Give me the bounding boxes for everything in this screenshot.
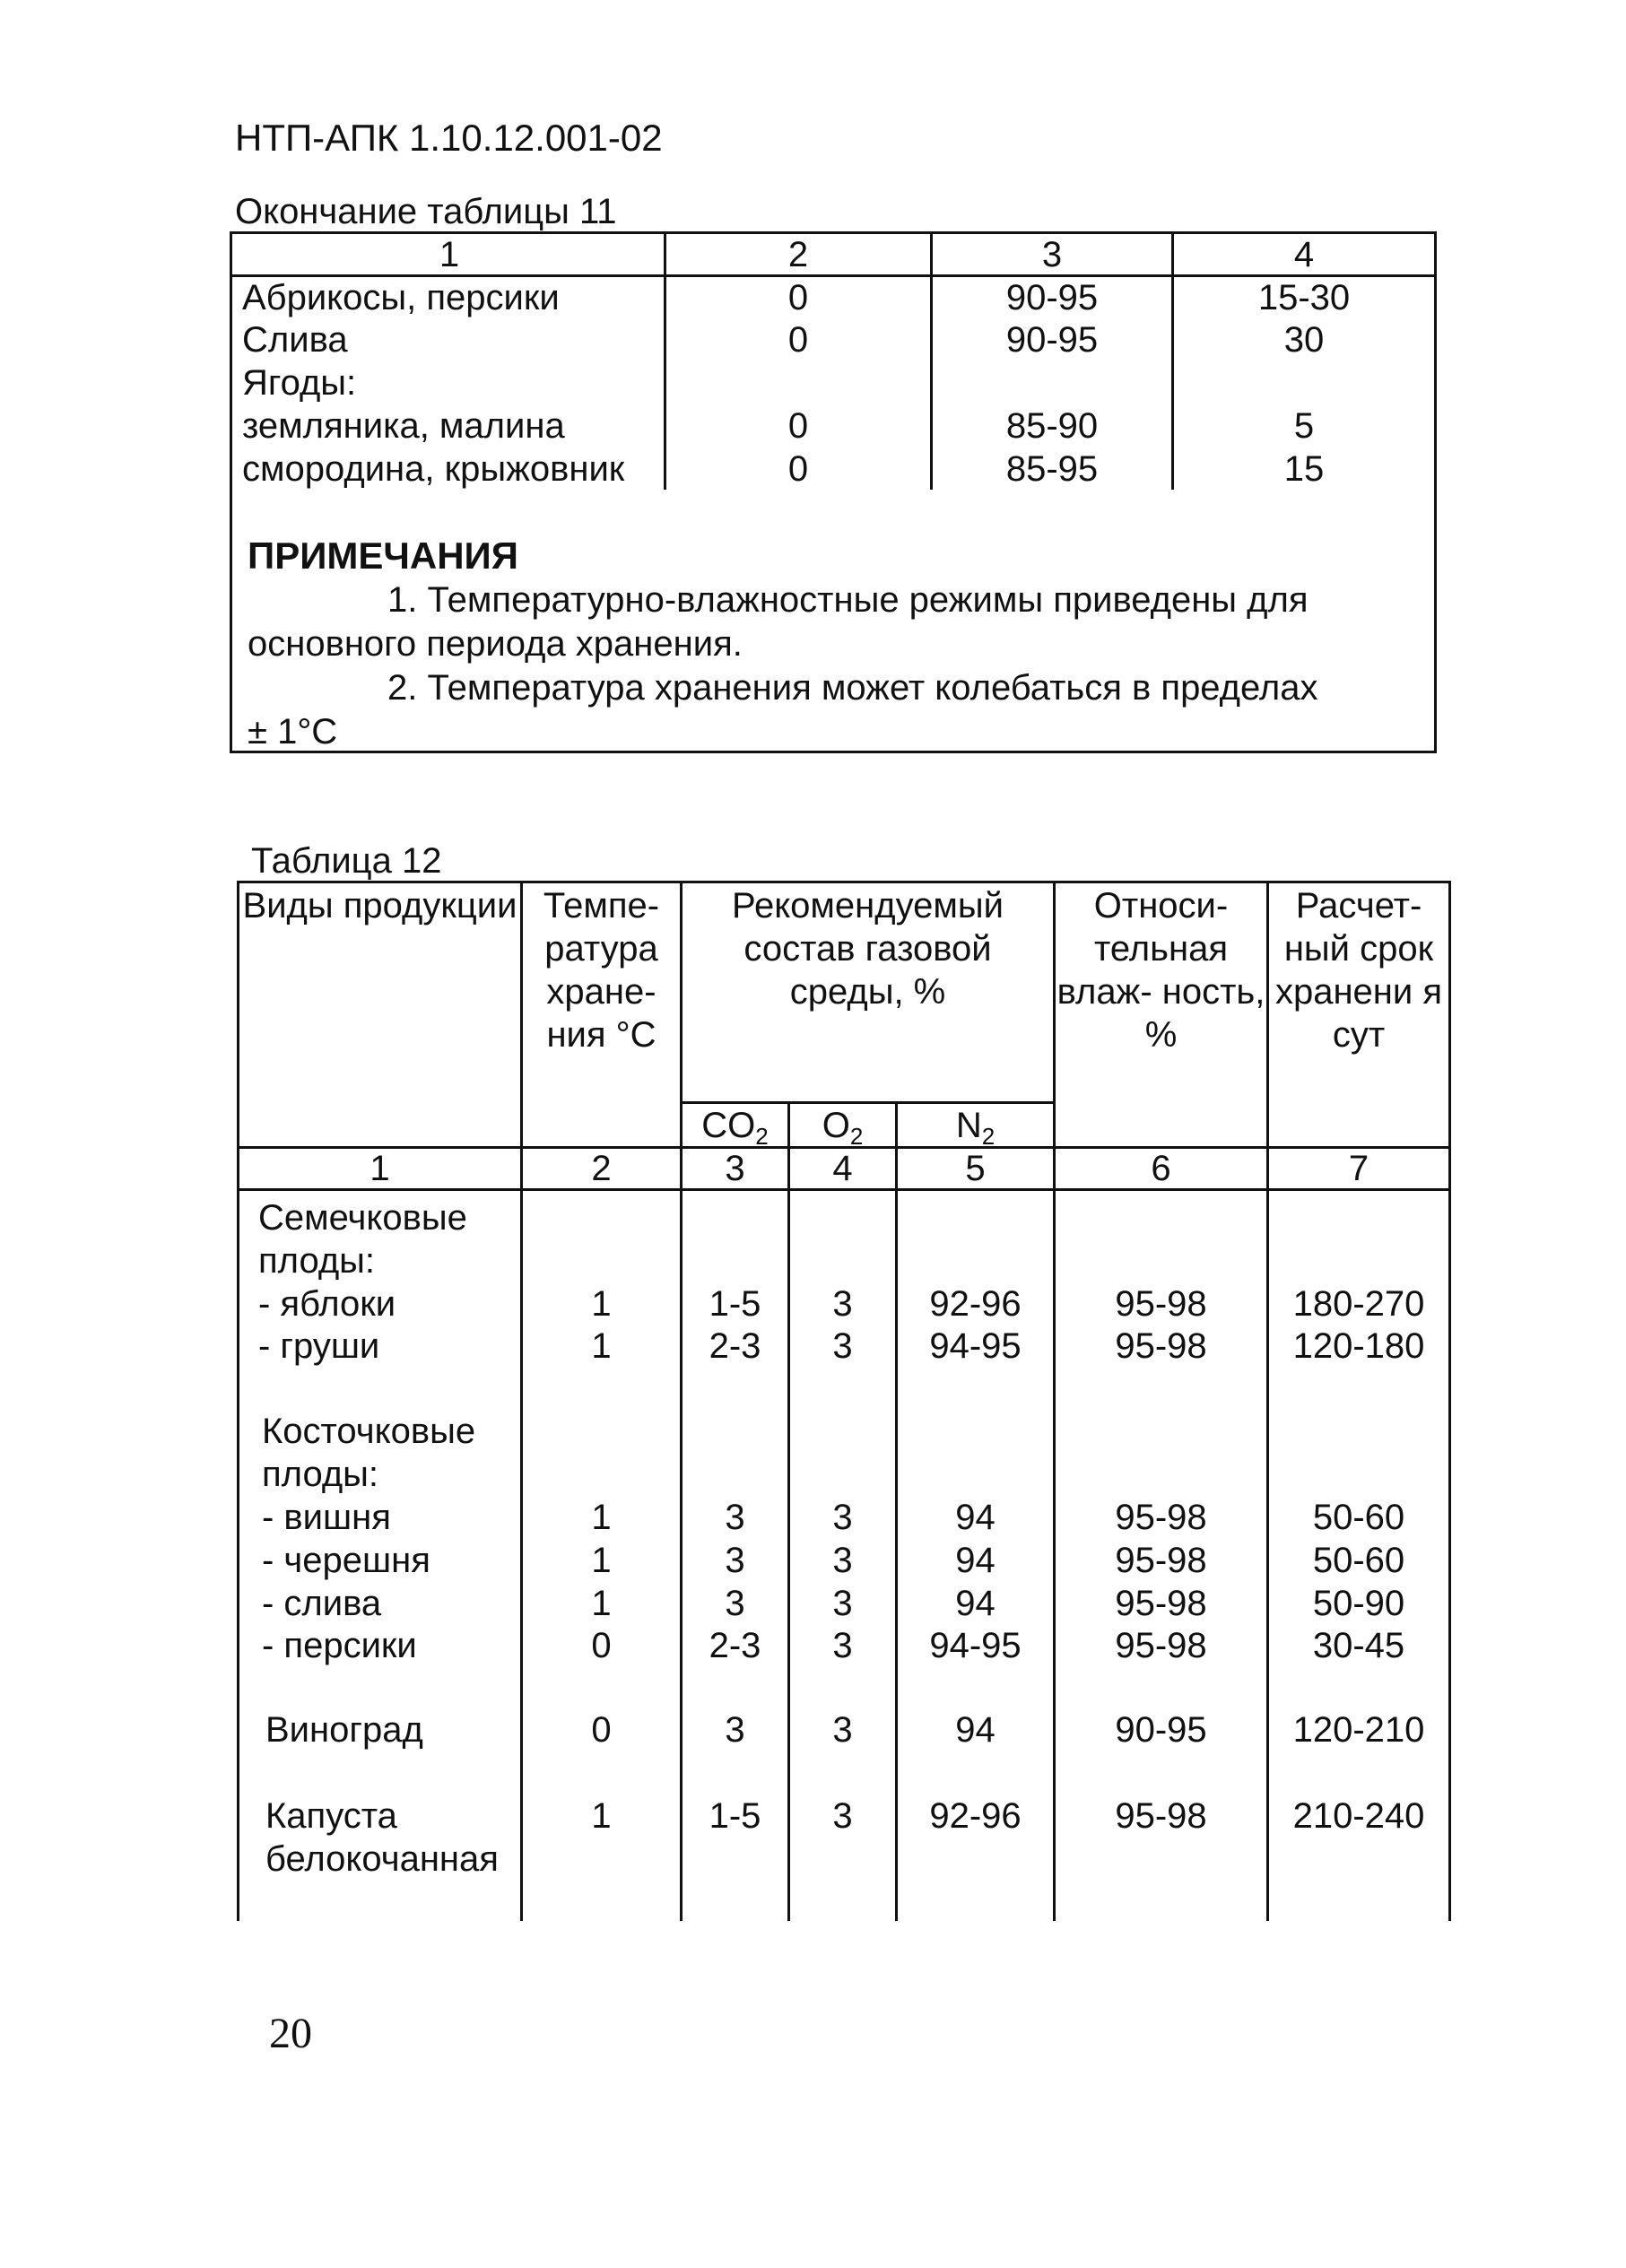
group-title: плоды: (262, 1455, 379, 1494)
notes-title: ПРИМЕЧАНИЯ (248, 534, 518, 577)
note-2-line-2: ± 1°С (248, 712, 338, 752)
header-n2: $N_2$ (955, 1106, 996, 1150)
table11-col-2: 2 (787, 235, 809, 274)
header-o2: $O_2$ (822, 1106, 864, 1150)
group-title: плоды: (258, 1241, 376, 1281)
header-product-types: Виды продукции (242, 886, 517, 925)
document-page: НТП-АПК 1.10.12.001-02 Окончание таблицы 11 1 2 3 4 Абрикосы, персики 0 90-95 15-30 Слива 0 90-95 30 Ягоды: земляника, малина 0 85-90 5 смородина, крыжовник 0 85-95 15 ПРИМЕЧАНИЯ 1. Температурно-влажностные режимы приведены для основного периода хранения. 2. Температура хранения может колебаться в пределах ± 1°С Таблица 12 Виды продукции Темпе- ратура хране- ния °С Рекомендуемый состав газовой среды, % Относи- тельная влаж- ность, % Расчет- ный срок хранени я сут $CO_2$ $O_2$ $N_2$ 1 2 3 4 5 6 7 Семечковые плоды: - яблоки 1 1-5 3 92-96 95-98 180-270 - груши 1 2-3 3 94-95 95-98 120-180 Косточковые плоды: - вишня 1 3 3 94 95-98 50-60 - черешня 1 3 3 94 95-98 50-60 - слива 1 3 3 94 95-98 50-90 - персики 0 2-3 3 94-95 95-98 30-45 Виноград 0 3 3 94 90-95 120-210 Капуста белокочанная 1 1-5 3 92-96 95-98 210-240 20 (0, 0, 1626, 2268)
page-number: 20 (269, 2010, 312, 2057)
table11-caption: Окончание таблицы 11 (235, 192, 617, 231)
note-2-line-1: 2. Температура хранения может колебаться в пределах (387, 668, 1318, 708)
note-1-line-1: 1. Температурно-влажностные режимы приведены для (387, 580, 1309, 620)
group-title: Семечковые (258, 1198, 467, 1238)
header-temperature: Темпе- ратура хране- ния °С (543, 886, 660, 1055)
note-1-line-2: основного периода хранения. (248, 624, 743, 664)
table11-col-3: 3 (1041, 235, 1063, 274)
table11-col-1: 1 (439, 235, 460, 274)
group-title: Косточковые (262, 1412, 476, 1451)
document-code: НТП-АПК 1.10.12.001-02 (235, 117, 663, 159)
header-co2: $CO_2$ (701, 1106, 769, 1150)
header-storage-term: Расчет- ный срок хранени я сут (1274, 886, 1443, 1055)
table12-caption: Таблица 12 (251, 841, 442, 881)
header-gas-composition: Рекомендуемый состав газовой среды, % (732, 886, 1004, 1012)
table11-col-4: 4 (1293, 235, 1315, 274)
header-humidity: Относи- тельная влаж- ность, % (1056, 886, 1265, 1055)
